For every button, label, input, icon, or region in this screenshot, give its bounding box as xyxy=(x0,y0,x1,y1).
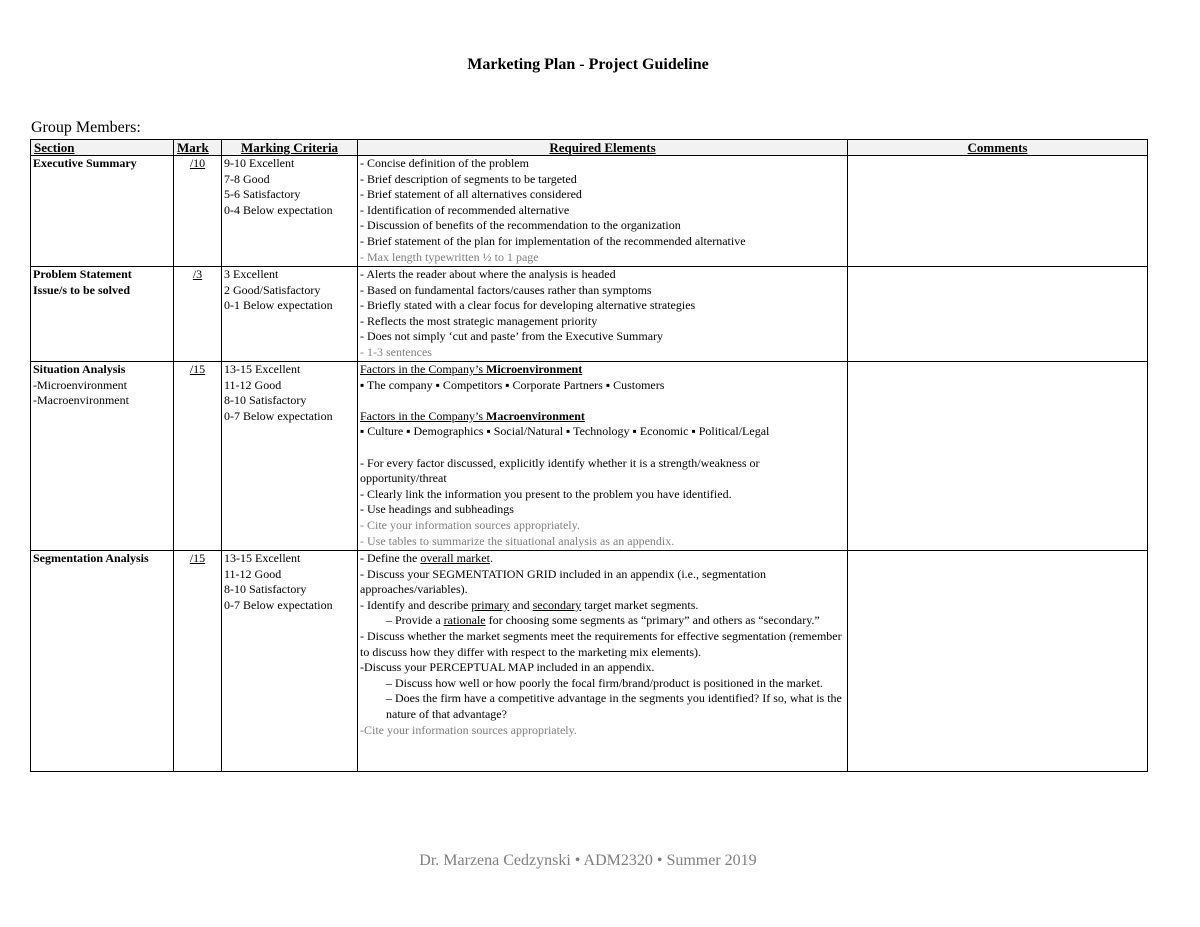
macro-heading xyxy=(360,409,845,425)
criteria-item: 0-1 Below expectation xyxy=(224,298,333,313)
element-item: - Briefly stated with a clear focus for developing alternative strategies xyxy=(360,298,696,313)
element-note: - 1-3 sentences xyxy=(360,344,432,359)
header-required-elements: Required Elements xyxy=(358,140,848,156)
comments-cell[interactable] xyxy=(848,156,1148,267)
criteria-item: 11-12 Good xyxy=(224,566,282,581)
micro-heading-word: Microenvironment xyxy=(486,362,583,376)
micro-heading-prefix: Factors in the Company’s xyxy=(360,362,486,376)
criteria-item: 3 Excellent xyxy=(224,267,279,281)
element-item xyxy=(360,598,845,614)
group-members-label: Group Members: xyxy=(31,119,141,136)
element-underlined: rationale xyxy=(443,613,486,628)
element-item: - Concise definition of the problem xyxy=(360,156,529,170)
criteria-item: 5-6 Satisfactory xyxy=(224,187,301,202)
criteria-item: 0-7 Below expectation xyxy=(224,408,333,423)
section-cell xyxy=(31,551,174,772)
criteria-item: 7-8 Good xyxy=(224,171,270,186)
element-note: - Use tables to summarize the situational analysis as an appendix. xyxy=(360,533,675,548)
element-text: – Provide a xyxy=(386,613,444,628)
criteria-item: 9-10 Excellent xyxy=(224,156,295,170)
criteria-item: 8-10 Satisfactory xyxy=(224,393,307,408)
element-item: - Alerts the reader about where the analysis is headed xyxy=(360,267,616,281)
header-marking-criteria: Marking Criteria xyxy=(222,140,358,156)
section-title: Segmentation Analysis xyxy=(33,551,149,565)
element-subitem: – Does the firm have a competitive advantage in the segments you identified? If so, what is the nature of that advantage? xyxy=(386,691,842,721)
section-subitem: -Microenvironment xyxy=(33,377,127,392)
table-row xyxy=(31,156,1148,267)
micro-heading xyxy=(360,362,845,378)
element-note: -Cite your information sources appropriately. xyxy=(360,722,577,737)
element-underlined: secondary xyxy=(532,597,582,612)
element-item: - Brief statement of all alternatives considered xyxy=(360,187,582,202)
criteria-item: 0-7 Below expectation xyxy=(224,597,333,612)
element-item: - Reflects the most strategic management priority xyxy=(360,313,598,328)
element-item: - Brief description of segments to be targeted xyxy=(360,171,577,186)
element-text: - Define the xyxy=(360,551,421,565)
element-item: - Use headings and subheadings xyxy=(360,502,514,517)
section-cell xyxy=(31,362,174,551)
header-row xyxy=(31,140,1148,156)
element-text: target market segments. xyxy=(581,597,699,612)
element-text: . xyxy=(489,551,493,565)
criteria-cell xyxy=(222,551,358,772)
comments-cell[interactable] xyxy=(848,267,1148,362)
element-subitem: – Discuss how well or how poorly the focal firm/brand/product is positioned in the market. xyxy=(386,675,823,690)
element-underlined: primary xyxy=(471,597,510,612)
element-item: - Clearly link the information you present to the problem you have identified. xyxy=(360,486,732,501)
mark-cell: /15 xyxy=(174,362,222,551)
element-item: - Based on fundamental factors/causes rather than symptoms xyxy=(360,282,652,297)
element-item: -Discuss your PERCEPTUAL MAP included in an appendix. xyxy=(360,660,655,675)
header-section: Section xyxy=(31,140,174,156)
element-item: - Brief statement of the plan for implementation of the recommended alternative xyxy=(360,233,746,248)
element-item: - Discuss whether the market segments meet the requirements for effective segmentation (remember to discuss how they differ with respect to the marketing mix elements). xyxy=(360,628,842,659)
footer: Dr. Marzena Cedzynski • ADM2320 • Summer 2019 xyxy=(419,852,757,869)
mark-cell: /10 xyxy=(174,156,222,267)
table-row xyxy=(31,551,1148,772)
elements-cell xyxy=(358,551,848,772)
comments-cell[interactable] xyxy=(848,551,1148,772)
element-text: - Identify and describe xyxy=(360,597,472,612)
header-comments: Comments xyxy=(848,140,1148,156)
micro-factors: ▪ The company ▪ Competitors ▪ Corporate Partners ▪ Customers xyxy=(360,377,665,392)
element-note: - Max length typewritten ½ to 1 page xyxy=(360,249,539,264)
element-item: - Discussion of benefits of the recommendation to the organization xyxy=(360,218,681,233)
element-item: - Identification of recommended alternative xyxy=(360,202,570,217)
macro-factors: ▪ Culture ▪ Demographics ▪ Social/Natural ▪ Technology ▪ Economic ▪ Political/Legal xyxy=(360,424,770,439)
criteria-item: 2 Good/Satisfactory xyxy=(224,282,321,297)
element-subitem xyxy=(360,613,845,629)
section-title: Executive Summary xyxy=(33,156,137,170)
elements-cell xyxy=(358,156,848,267)
comments-cell[interactable] xyxy=(848,362,1148,551)
criteria-item: 0-4 Below expectation xyxy=(224,202,333,217)
criteria-item: 13-15 Excellent xyxy=(224,551,301,565)
section-title: Situation Analysis xyxy=(33,362,126,376)
section-title: Problem Statement xyxy=(33,267,132,281)
element-item: - For every factor discussed, explicitly identify whether it is a strength/weakness or opportunity/threat xyxy=(360,455,760,486)
criteria-item: 13-15 Excellent xyxy=(224,362,301,376)
page-title: Marketing Plan - Project Guideline xyxy=(467,56,709,73)
element-item: - Does not simply ‘cut and paste’ from the Executive Summary xyxy=(360,329,664,344)
element-item xyxy=(360,551,845,567)
mark-cell: /3 xyxy=(174,267,222,362)
macro-heading-word: Macroenvironment xyxy=(486,408,585,423)
header-mark: Mark xyxy=(174,140,222,156)
section-cell xyxy=(31,156,174,267)
table-row xyxy=(31,267,1148,362)
criteria-cell xyxy=(222,362,358,551)
marking-rubric-table xyxy=(30,139,1148,772)
element-text: for choosing some segments as “primary” and others as “secondary.” xyxy=(485,613,820,628)
elements-cell xyxy=(358,362,848,551)
criteria-cell xyxy=(222,267,358,362)
criteria-item: 11-12 Good xyxy=(224,377,282,392)
section-subtitle: Issue/s to be solved xyxy=(33,282,131,297)
criteria-item: 8-10 Satisfactory xyxy=(224,582,307,597)
macro-heading-prefix: Factors in the Company’s xyxy=(360,408,486,423)
elements-cell xyxy=(358,267,848,362)
section-subitem: -Macroenvironment xyxy=(33,393,129,408)
table-row xyxy=(31,362,1148,551)
mark-cell: /15 xyxy=(174,551,222,772)
element-item: - Discuss your SEGMENTATION GRID included in an appendix (i.e., segmentation approaches/variables). xyxy=(360,566,766,597)
element-underlined: overall market xyxy=(420,551,490,565)
element-note: - Cite your information sources appropriately. xyxy=(360,517,580,532)
element-text: and xyxy=(509,597,533,612)
criteria-cell xyxy=(222,156,358,267)
section-cell xyxy=(31,267,174,362)
